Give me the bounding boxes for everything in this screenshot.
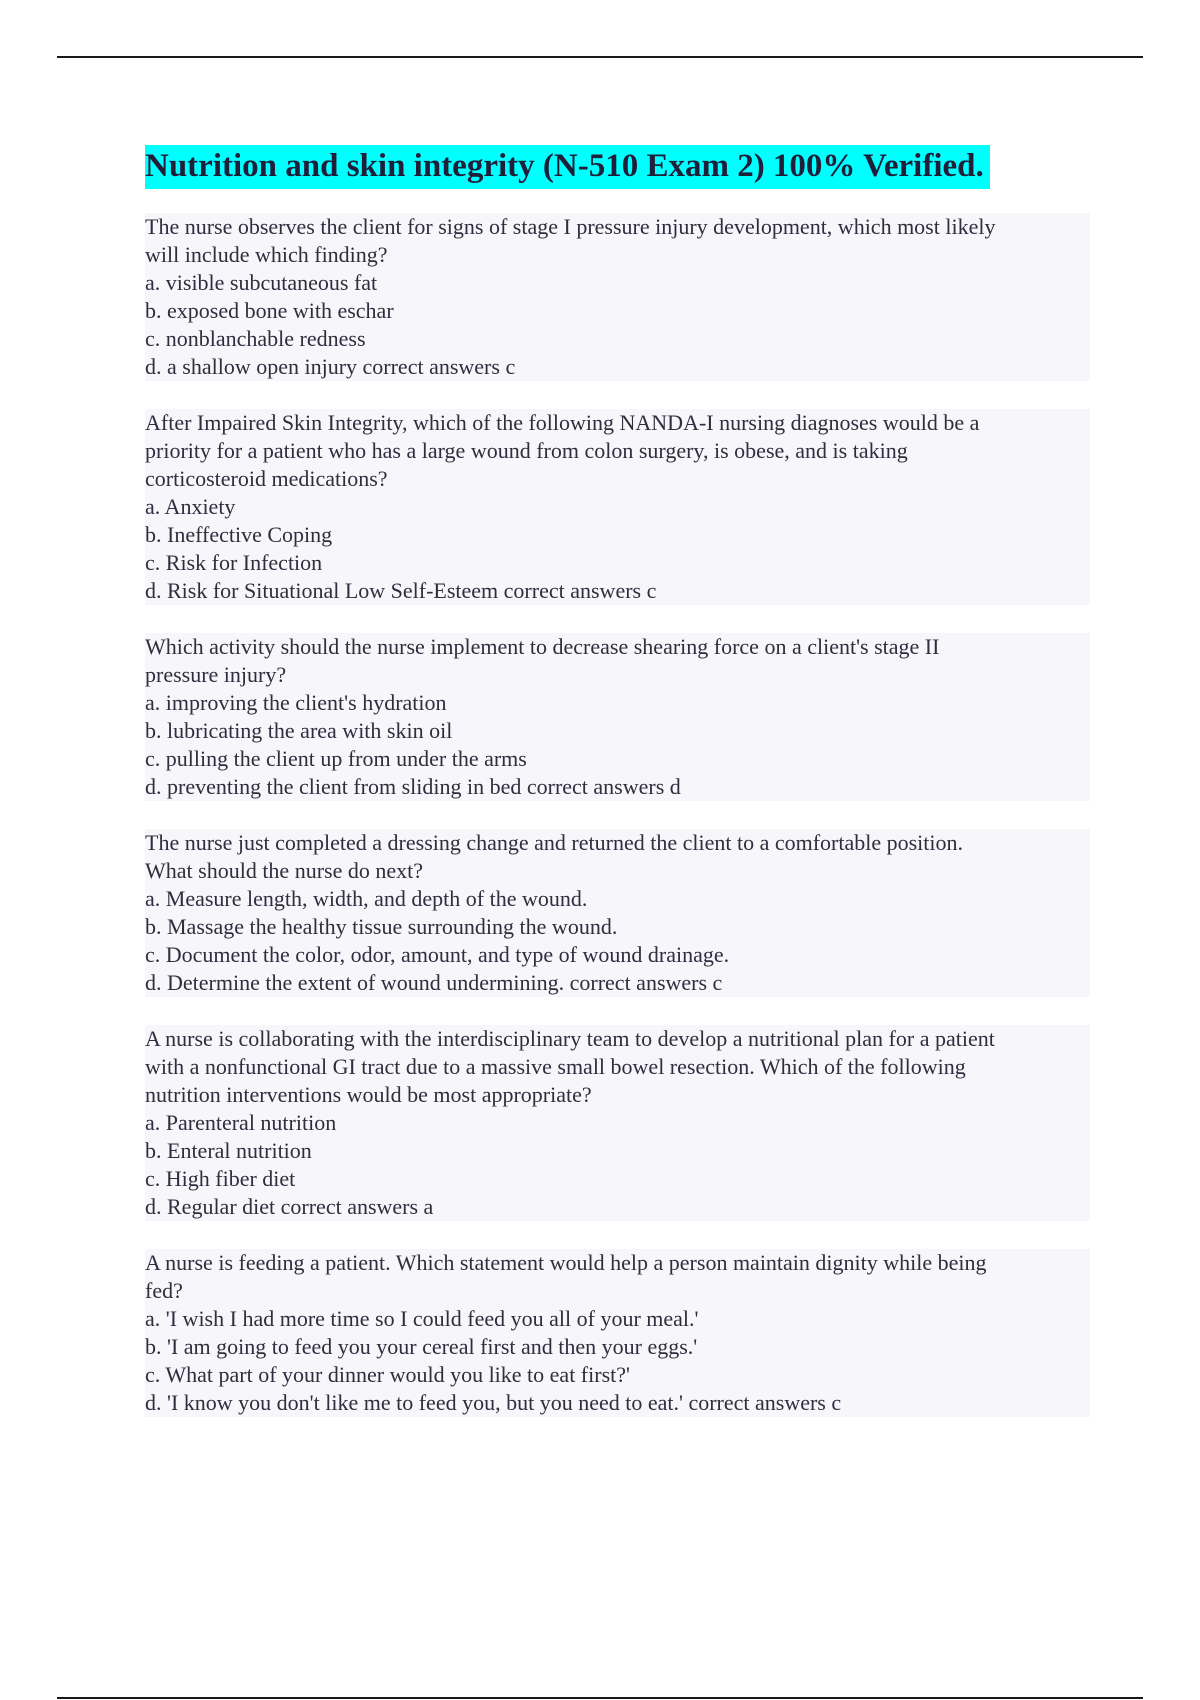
answer-option: d. Regular diet correct answers a	[145, 1194, 434, 1219]
question-text: After Impaired Skin Integrity, which of the following NANDA-I nursing diagnoses would be a priority for a patient who has a large wound from colon surgery, is obese, and is taking corticosteroid medications?	[145, 410, 980, 491]
answer-option: a. Measure length, width, and depth of the wound.	[145, 886, 588, 911]
page-title: Nutrition and skin integrity (N-510 Exam 2) 100% Verified.	[145, 148, 984, 184]
document-body	[145, 145, 1090, 1445]
answer-option: a. Anxiety	[145, 494, 236, 519]
answer-option: c. Document the color, odor, amount, and type of wound drainage.	[145, 942, 730, 967]
answer-option: b. Enteral nutrition	[145, 1138, 312, 1163]
answer-option: c. pulling the client up from under the arms	[145, 746, 527, 771]
answer-option: b. Ineffective Coping	[145, 522, 333, 547]
question-block	[145, 213, 1090, 381]
answer-option: d. Determine the extent of wound undermining. correct answers c	[145, 970, 723, 995]
answer-option: c. nonblanchable redness	[145, 326, 366, 351]
answer-option: d. 'I know you don't like me to feed you, but you need to eat.' correct answers c	[145, 1390, 842, 1415]
answer-option: b. exposed bone with eschar	[145, 298, 394, 323]
title-highlight	[145, 145, 990, 189]
answer-option: b. 'I am going to feed you your cereal first and then your eggs.'	[145, 1334, 698, 1359]
answer-option: d. a shallow open injury correct answers c	[145, 354, 516, 379]
answer-option: c. What part of your dinner would you like to eat first?'	[145, 1362, 630, 1387]
answer-option: c. High fiber diet	[145, 1166, 296, 1191]
answer-option: d. Risk for Situational Low Self-Esteem correct answers c	[145, 578, 657, 603]
question-text: Which activity should the nurse implement to decrease shearing force on a client's stage II pressure injury?	[145, 634, 940, 687]
answer-option: a. visible subcutaneous fat	[145, 270, 378, 295]
answer-option: b. lubricating the area with skin oil	[145, 718, 453, 743]
answer-option: d. preventing the client from sliding in bed correct answers d	[145, 774, 681, 799]
question-block	[145, 1249, 1090, 1417]
answer-option: a. 'I wish I had more time so I could feed you all of your meal.'	[145, 1306, 699, 1331]
top-rule	[57, 56, 1143, 58]
question-block	[145, 1025, 1090, 1221]
question-text: A nurse is collaborating with the interdisciplinary team to develop a nutritional plan for a patient with a nonfunctional GI tract due to a massive small bowel resection. Which of the following nutrition interventions would be most appropriate?	[145, 1026, 995, 1107]
answer-option: a. improving the client's hydration	[145, 690, 447, 715]
question-text: The nurse just completed a dressing change and returned the client to a comfortable position. What should the nurse do next?	[145, 830, 964, 883]
question-block	[145, 829, 1090, 997]
bottom-rule	[57, 1697, 1143, 1699]
question-block	[145, 633, 1090, 801]
answer-option: a. Parenteral nutrition	[145, 1110, 337, 1135]
answer-option: c. Risk for Infection	[145, 550, 323, 575]
question-block	[145, 409, 1090, 605]
answer-option: b. Massage the healthy tissue surrounding the wound.	[145, 914, 618, 939]
question-text: A nurse is feeding a patient. Which statement would help a person maintain dignity while being fed?	[145, 1250, 987, 1303]
question-text: The nurse observes the client for signs of stage I pressure injury development, which most likely will include which finding?	[145, 214, 996, 267]
